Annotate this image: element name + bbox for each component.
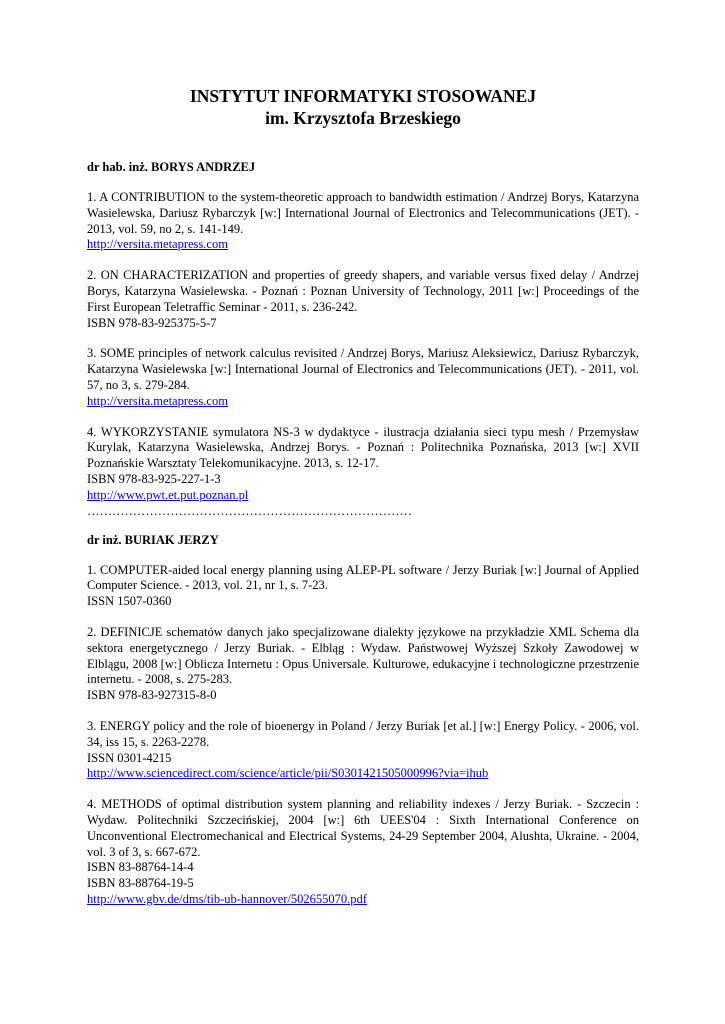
isbn-line: ISBN 978-83-927315-8-0 <box>87 688 217 703</box>
publication-entry <box>87 719 639 782</box>
isbn-line: ISBN 978-83-925375-5-7 <box>87 315 217 330</box>
entry-text: 2. ON CHARACTERIZATION and properties of greedy shapers, and variable versus fixed delay / Andrzej Borys, Katarzyna Wasielewska. - Poznań : Poznan University of Technology, 2011 [w:] Proceedings of the First European Teletraffic Seminar - 2011, s. 236-242. <box>87 268 639 314</box>
publication-entry <box>87 563 639 610</box>
entry-text: 4. METHODS of optimal distribution system planning and reliability indexes / Jerzy Buriak. - Szczecin : Wydaw. Politechniki Szczecińskiej, 2004 [w:] 6th UEES'04 : Sixth International Conference on Unconventional Electromechanical and Electrical Systems, 24-29 September 2004, Alushta, Ukraine. - 2004, vol. 3 of 3, s. 667-672. <box>87 797 639 859</box>
publication-entry <box>87 346 639 409</box>
isbn-line: ISBN 83-88764-14-4 <box>87 860 194 875</box>
title-line-2: im. Krzysztofa Brzeskiego <box>265 108 461 128</box>
entry-text: 1. COMPUTER-aided local energy planning using ALEP-PL software / Jerzy Buriak [w:] Journal of Applied Computer Science. - 2013, vol. 21, nr 1, s. 7-23. <box>87 562 639 593</box>
publication-entry <box>87 625 639 704</box>
issn-line: ISSN 0301-4215 <box>87 750 172 765</box>
entry-text: 3. SOME principles of network calculus revisited / Andrzej Borys, Mariusz Aleksiewicz, Dariusz Rybarczyk, Katarzyna Wasielewska [w:] International Journal of Electronics and Telecommunications (JET). - 2011, vol. 57, no 3, s. 279-284. <box>87 346 639 392</box>
section-separator: …………………………………………………………………… <box>87 503 412 518</box>
isbn-line: ISBN 978-83-925-227-1-3 <box>87 471 221 486</box>
publication-entry <box>87 425 639 504</box>
issn-line: ISSN 1507-0360 <box>87 594 172 609</box>
entry-text: 3. ENERGY policy and the role of bioenergy in Poland / Jerzy Buriak [et al.] [w:] Energy Policy. - 2006, vol. 34, iss 15, s. 2263-2278. <box>87 718 639 749</box>
author-heading: dr inż. BURIAK JERZY <box>87 532 219 547</box>
document-title <box>87 85 639 129</box>
author-heading: dr hab. inż. BORYS ANDRZEJ <box>87 160 256 174</box>
author-section-buriak <box>87 532 639 908</box>
publication-entry <box>87 797 639 908</box>
isbn-line: ISBN 83-88764-19-5 <box>87 876 194 891</box>
entry-text: 4. WYKORZYSTANIE symulatora NS-3 w dydaktyce - ilustracja działania sieci typu mesh / Przemysław Kurylak, Katarzyna Wasielewska, Andrzej Borys. - Poznań : Politechnika Poznańska, 2013 [w:] XVII Poznańskie Warsztaty Telekomunikacyjne. 2013, s. 12-17. <box>87 424 639 471</box>
publication-entry <box>87 190 639 253</box>
title-line-1: INSTYTUT INFORMATYKI STOSOWANEJ <box>189 86 537 106</box>
publication-link[interactable]: http://www.sciencedirect.com/science/article/pii/S0301421505000996?via=ihub <box>87 766 489 781</box>
document-page <box>87 85 639 908</box>
publication-link[interactable]: http://versita.metapress.com <box>87 393 228 408</box>
publication-link[interactable]: http://www.pwt.et.put.poznan.pl <box>87 487 249 502</box>
publication-entry <box>87 268 639 331</box>
author-section-borys <box>87 159 639 518</box>
publication-link[interactable]: http://versita.metapress.com <box>87 237 228 252</box>
entry-text: 1. A CONTRIBUTION to the system-theoretic approach to bandwidth estimation / Andrzej Borys, Katarzyna Wasielewska, Dariusz Rybarczyk [w:] International Journal of Electronics and Telecommunications (JET). - 2013, vol. 59, no 2, s. 141-149. <box>87 190 639 236</box>
entry-text: 2. DEFINICJE schematów danych jako specjalizowane dialekty językowe na przykładzie XML Schema dla sektora energetycznego / Jerzy Buriak. - Elbląg : Wydaw. Państwowej Wyższej Szkoły Zawodowej w Elblągu, 2008 [w:] Oblicza Internetu : Opus Universale. Kulturowe, edukacyjne i technologiczne przestrzenie internetu. - 2008, s. 275-283. <box>87 624 639 687</box>
publication-link[interactable]: http://www.gbv.de/dms/tib-ub-hannover/502655070.pdf <box>87 891 367 906</box>
